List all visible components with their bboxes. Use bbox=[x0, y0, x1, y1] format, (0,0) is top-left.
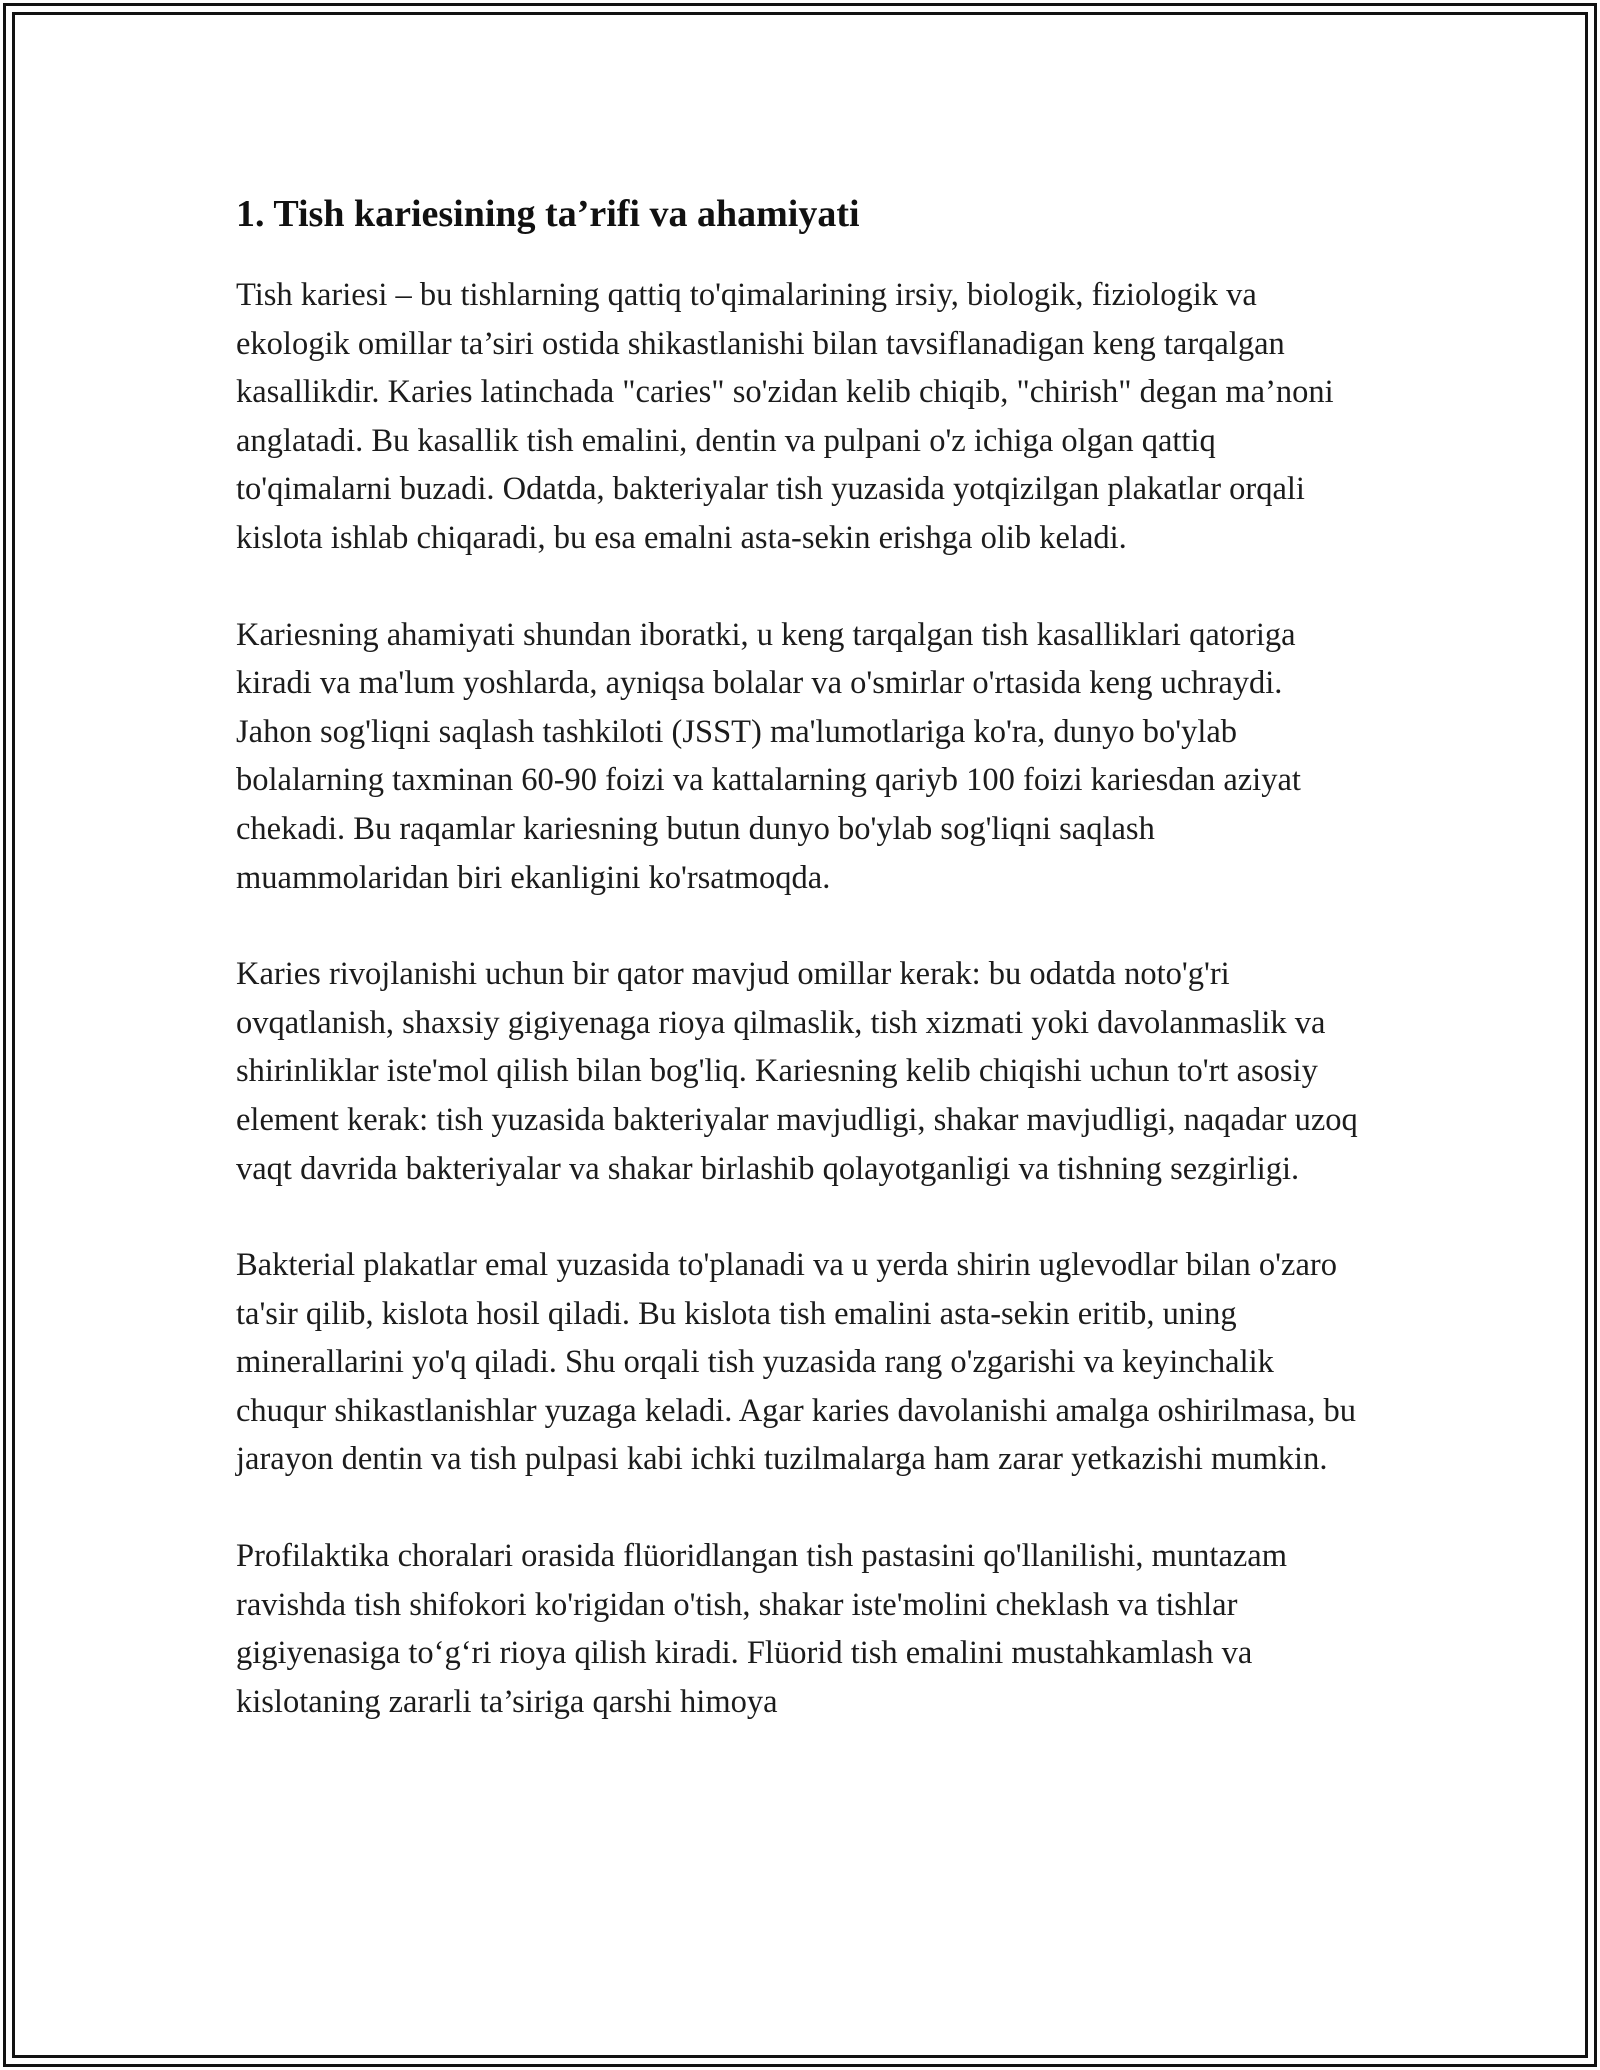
paragraph-prevention: Profilaktika choralari orasida flüoridlangan tish pastasini qo'llanilishi, muntazam ravishda tish shifokori ko'rigidan o'tish, shakar iste'molini cheklash va tishlar gigiyenasiga to‘g‘ri rioya qilish kiradi. Flüorid tish emalini mustahkamlash va kislotaning zararli ta’siriga qarshi himoya bbox=[236, 1538, 1288, 1720]
paragraph-definition: Tish kariesi – bu tishlarning qattiq to'qimalarining irsiy, biologik, fiziologik va ekologik omillar ta’siri ostida shikastlanishi bilan tavsiflanadigan keng tarqalgan kasallikdir. Karies latinchada "caries" so'zidan kelib chiqib, "chirish" degan ma’noni anglatadi. Bu kasallik tish emalini, dentin va pulpani o'z ichiga olgan qattiq to'qimalarni buzadi. Odatda, bakteriyalar tish yuzasida yotqizilgan plakatlar orqali kislota ishlab chiqaradi, bu esa emalni asta-sekin erishga olib keladi. bbox=[236, 277, 1334, 556]
paragraph-significance: Kariesning ahamiyati shundan iboratki, u keng tarqalgan tish kasalliklari qatoriga kiradi va ma'lum yoshlarda, ayniqsa bolalar va o'smirlar o'rtasida keng uchraydi. Jahon sog'liqni saqlash tashkiloti (JSST) ma'lumotlariga ko'ra, dunyo bo'ylab bolalarning taxminan 60-90 foizi va kattalarning qariyb 100 foizi kariesdan aziyat chekadi. Bu raqamlar kariesning butun dunyo bo'ylab sog'liqni saqlash muammolaridan biri ekanligini ko'rsatmoqda. bbox=[236, 616, 1301, 896]
paragraph-mechanism: Bakterial plakatlar emal yuzasida to'planadi va u yerda shirin uglevodlar bilan o'zaro ta'sir qilib, kislota hosil qiladi. Bu kislota tish emalini asta-sekin eritib, uning minerallarini yo'q qiladi. Shu orqali tish yuzasida rang o'zgarishi va keyinchalik chuqur shikastlanishlar yuzaga keladi. Agar karies davolanishi amalga oshirilmasa, bu jarayon dentin va tish pulpasi kabi ichki tuzilmalarga ham zarar yetkazishi mumkin. bbox=[236, 1247, 1357, 1478]
paragraph-risk-factors: Karies rivojlanishi uchun bir qator mavjud omillar kerak: bu odatda noto'g'ri ovqatlanish, shaxsiy gigiyenaga rioya qilmaslik, tish xizmati yoki davolanmaslik va shirinliklar iste'mol qilish bilan bog'liq. Kariesning kelib chiqishi uchun to'rt asosiy element kerak: tish yuzasida bakteriyalar mavjudligi, shakar mavjudligi, naqadar uzoq vaqt davrida bakteriyalar va shakar birlashib qolayotganligi va tishning sezgirligi. bbox=[236, 956, 1358, 1187]
section-heading: 1. Tish kariesining ta’rifi va ahamiyati bbox=[236, 193, 860, 235]
document-body bbox=[236, 186, 1366, 1726]
